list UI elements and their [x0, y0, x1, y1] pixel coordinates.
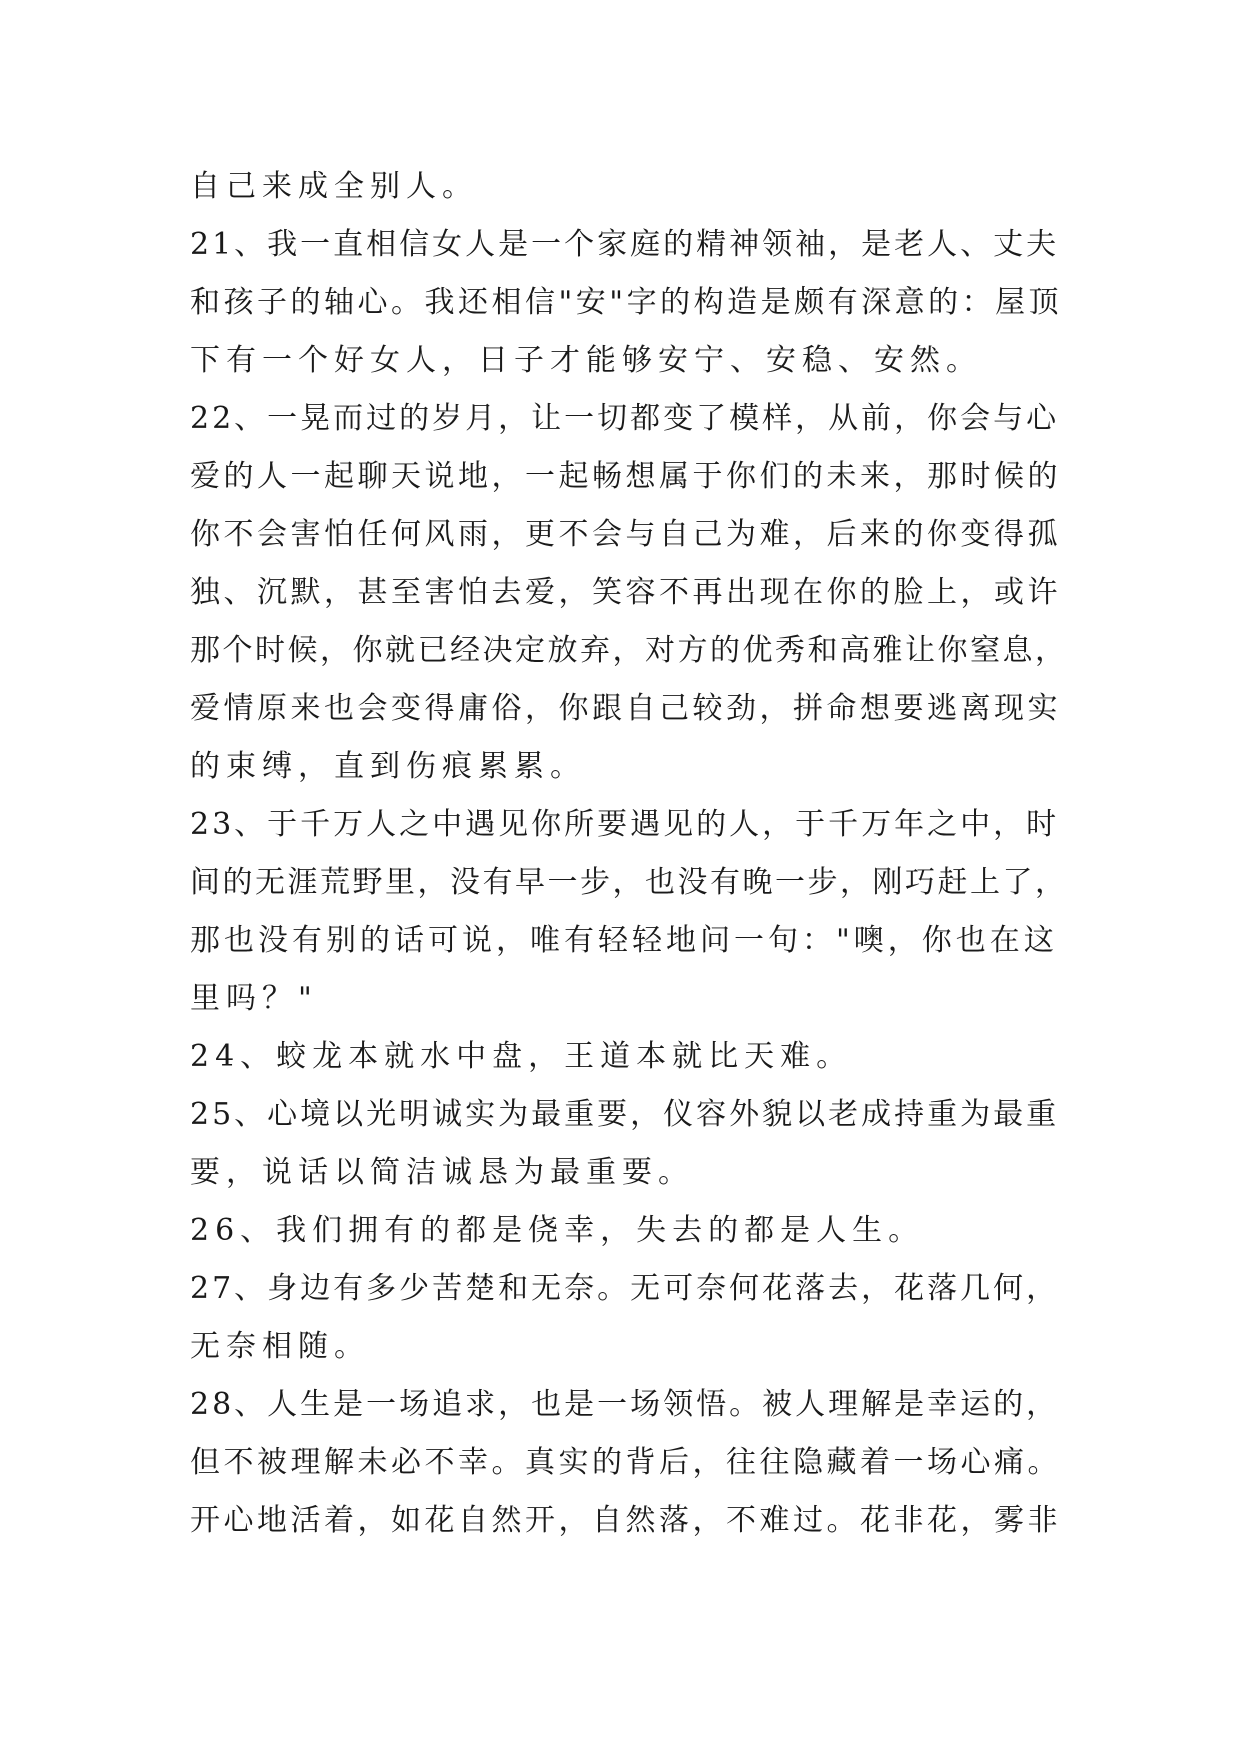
text-line: 那也没有别的话可说，唯有轻轻地问一句："噢，你也在这	[190, 923, 1058, 958]
text-line: 28、人生是一场追求，也是一场领悟。被人理解是幸运的，	[190, 1387, 1060, 1422]
text-line: 间的无涯荒野里，没有早一步，也没有晚一步，刚巧赶上了，	[190, 865, 1068, 900]
text-line: 你不会害怕任何风雨，更不会与自己为难，后来的你变得孤	[190, 517, 1061, 552]
text-line: 开心地活着，如花自然开，自然落，不难过。花非花，雾非	[190, 1503, 1061, 1538]
text-line: 爱情原来也会变得庸俗，你跟自己较劲，拼命想要逃离现实	[190, 691, 1061, 726]
text-line: 里吗？"	[190, 981, 318, 1016]
text-line: 要，说话以简洁诚恳为最重要。	[190, 1155, 694, 1190]
text-line: 下有一个好女人，日子才能够安宁、安稳、安然。	[190, 343, 982, 378]
text-line: 25、心境以光明诚实为最重要，仪容外貌以老成持重为最重	[190, 1097, 1060, 1132]
text-line: 27、身边有多少苦楚和无奈。无可奈何花落去，花落几何，	[190, 1271, 1060, 1306]
text-line: 无奈相随。	[190, 1329, 370, 1364]
text-line: 26、我们拥有的都是侥幸，失去的都是人生。	[190, 1213, 925, 1248]
text-line: 爱的人一起聊天说地，一起畅想属于你们的未来，那时候的	[190, 459, 1061, 494]
text-line: 自己来成全别人。	[190, 169, 478, 204]
text-line: 独、沉默，甚至害怕去爱，笑容不再出现在你的脸上，或许	[190, 575, 1061, 610]
text-line: 24、蛟龙本就水中盘，王道本就比天难。	[190, 1039, 853, 1074]
document-body	[190, 158, 1070, 1550]
text-line: 22、一晃而过的岁月，让一切都变了模样，从前，你会与心	[190, 401, 1060, 436]
text-line: 和孩子的轴心。我还相信"安"字的构造是颇有深意的：屋顶	[190, 285, 1063, 320]
text-line: 但不被理解未必不幸。真实的背后，往往隐藏着一场心痛。	[190, 1445, 1061, 1480]
text-line: 的束缚，直到伤痕累累。	[190, 749, 586, 784]
text-line: 23、于千万人之中遇见你所要遇见的人，于千万年之中，时	[190, 807, 1060, 842]
text-line: 那个时候，你就已经决定放弃，对方的优秀和高雅让你窒息，	[190, 633, 1068, 668]
text-line: 21、我一直相信女人是一个家庭的精神领袖，是老人、丈夫	[190, 227, 1060, 262]
